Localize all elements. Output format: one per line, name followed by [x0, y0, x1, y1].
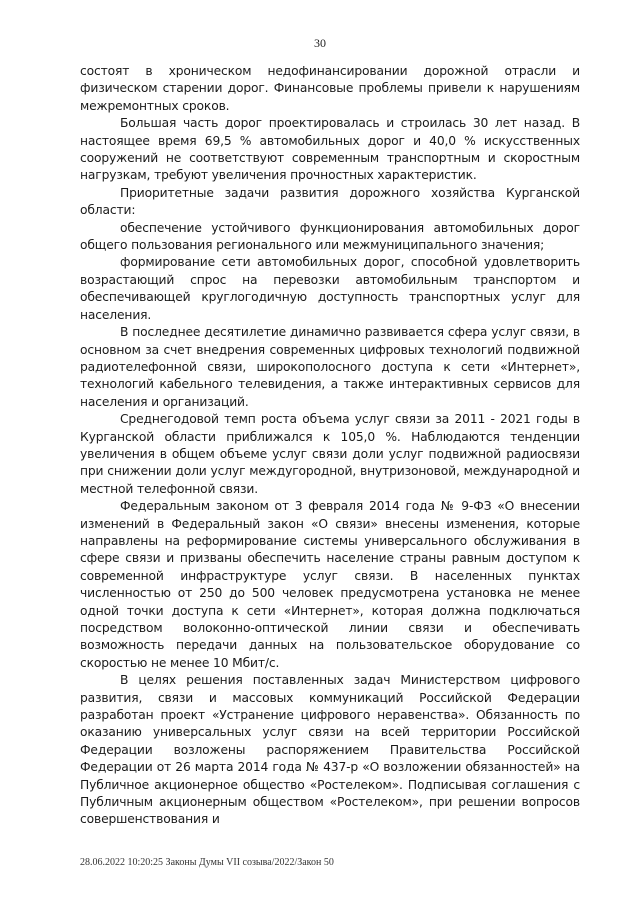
paragraph-digital-inequality: В целях решения поставленных задач Министерством цифрового развития, связи и массовых коммуникаций Российской Федерации разработан проект «Устранение цифрового неравенства». Обязанность по оказанию универсальных услуг связи на всей территории Российской Федерации возложены распоряжением Правительства Российской Федерации от 26 марта 2014 года № 437-р «О возложении обязанностей» на Публичное акционерное общество «Ростелеком». Подписывая соглашения с Публичным акционерным обществом «Ростелеком», при решении вопросов совершенствования и	[80, 673, 580, 827]
paragraph-federal-law: Федеральным законом от 3 февраля 2014 года № 9-ФЗ «О внесении изменений в Федеральный закон «О связи» внесены изменения, которые направлены на реформирование системы универсального обслуживания в сфере связи и призваны обеспечить население страны равным доступом к современной инфраструктуре услуг связи. В населенных пунктах численностью от 250 до 500 человек предусмотрена установка не менее одной точки доступа к сети «Интернет», которая должна подключаться посредством волоконно-оптической линии связи и обеспечивать возможность передачи данных на пользовательское оборудование со скоростью не менее 10 Мбит/с.	[80, 499, 580, 670]
paragraph-growth-rate: Среднегодовой темп роста объема услуг связи за 2011 - 2021 годы в Курганской области приближался к 105,0 %. Наблюдаются тенденции увеличения в общем объеме услуг связи доли услуг подвижной радиосвязи при снижении доли услуг междугородной, внутризоновой, международной и местной телефонной связи.	[80, 412, 580, 496]
paragraph-task-network: формирование сети автомобильных дорог, способной удовлетворить возрастающий спрос на перевозки автомобильным транспортом и обеспечивающей круглогодичную доступность транспортных услуг для населения.	[80, 255, 580, 322]
paragraph-road-age: Большая часть дорог проектировалась и строилась 30 лет назад. В настоящее время 69,5 % автомобильных дорог и 40,0 % искусственных сооружений не соответствуют современным транспортным и скоростным нагрузкам, требуют увеличения прочностных характеристик.	[80, 116, 580, 183]
paragraph-communications: В последнее десятилетие динамично развивается сфера услуг связи, в основном за счет внедрения современных цифровых технологий подвижной радиотелефонной связи, широкополосного доступа к сети «Интернет», технологий кабельного телевидения, а также интерактивных сервисов для населения и организаций.	[80, 325, 580, 409]
paragraph-task-functioning: обеспечение устойчивого функционирования автомобильных дорог общего пользования регионального или межмуниципального значения;	[80, 220, 580, 253]
body-text	[80, 63, 580, 829]
footer-stamp: 28.06.2022 10:20:25 Законы Думы VII созыва/2022/Закон 50	[80, 857, 334, 868]
page-number: 30	[314, 36, 326, 50]
paragraph-priority-tasks: Приоритетные задачи развития дорожного хозяйства Курганской области:	[80, 185, 580, 218]
paragraph-continuation: состоят в хроническом недофинансировании дорожной отрасли и физическом старении дорог. Финансовые проблемы привели к нарушениям межремонтных сроков.	[80, 64, 580, 113]
